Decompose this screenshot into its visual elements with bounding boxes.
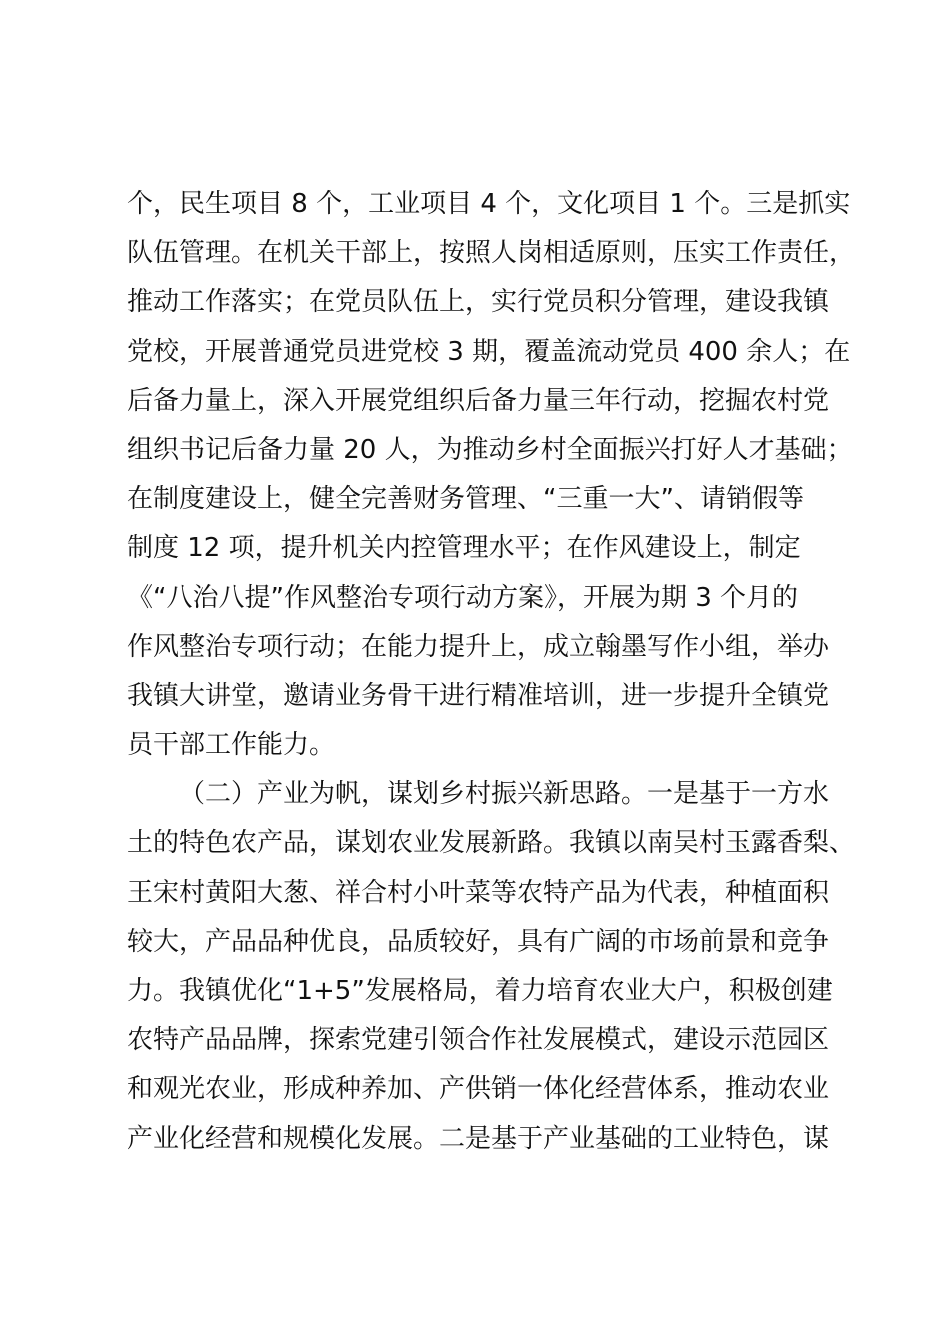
text-line: 我镇大讲堂，邀请业务骨干进行精准培训，进一步提升全镇党	[127, 680, 830, 711]
document-body	[127, 180, 867, 1164]
text-line: 在制度建设上，健全完善财务管理、“三重一大”、请销假等	[127, 484, 804, 515]
text-line: 农特产品品牌，探索党建引领合作社发展模式，建设示范园区	[127, 1025, 830, 1056]
text-line: 土的特色农产品，谋划农业发展新路。我镇以南吴村玉露香梨、	[127, 828, 856, 859]
text-line: 王宋村黄阳大葱、祥合村小叶菜等农特产品为代表，种植面积	[127, 877, 830, 908]
text-line: 组织书记后备力量 20 人，为推动乡村全面振兴打好人才基础；	[127, 434, 853, 465]
text-line: 力。我镇优化“1+5”发展格局，着力培育农业大户，积极创建	[127, 976, 833, 1006]
section-heading-line: （二）产业为帆，谋划乡村振兴新思路。一是基于一方水	[179, 779, 830, 810]
text-line: 《“八治八提”作风整治专项行动方案》，开展为期 3 个月的	[127, 582, 799, 613]
text-line: 产业化经营和规模化发展。二是基于产业基础的工业特色，谋	[127, 1123, 830, 1154]
text-line: 个，民生项目 8 个，工业项目 4 个，文化项目 1 个。三是抓实	[127, 189, 851, 219]
text-line: 推动工作落实；在党员队伍上，实行党员积分管理，建设我镇	[127, 287, 830, 318]
text-line: 党校，开展普通党员进党校 3 期，覆盖流动党员 400 余人；在	[127, 336, 851, 367]
text-line: 作风整治专项行动；在能力提升上，成立翰墨写作小组，举办	[127, 631, 830, 662]
text-line: 较大，产品品种优良，品质较好，具有广阔的市场前景和竞争	[127, 926, 830, 957]
text-line: 和观光农业，形成种养加、产供销一体化经营体系，推动农业	[127, 1074, 830, 1105]
text-line: 后备力量上，深入开展党组织后备力量三年行动，挖掘农村党	[127, 385, 830, 416]
text-line: 制度 12 项，提升机关内控管理水平；在作风建设上，制定	[127, 533, 801, 564]
text-line: 队伍管理。在机关干部上，按照人岗相适原则，压实工作责任，	[127, 238, 856, 269]
text-line: 员干部工作能力。	[127, 730, 336, 761]
